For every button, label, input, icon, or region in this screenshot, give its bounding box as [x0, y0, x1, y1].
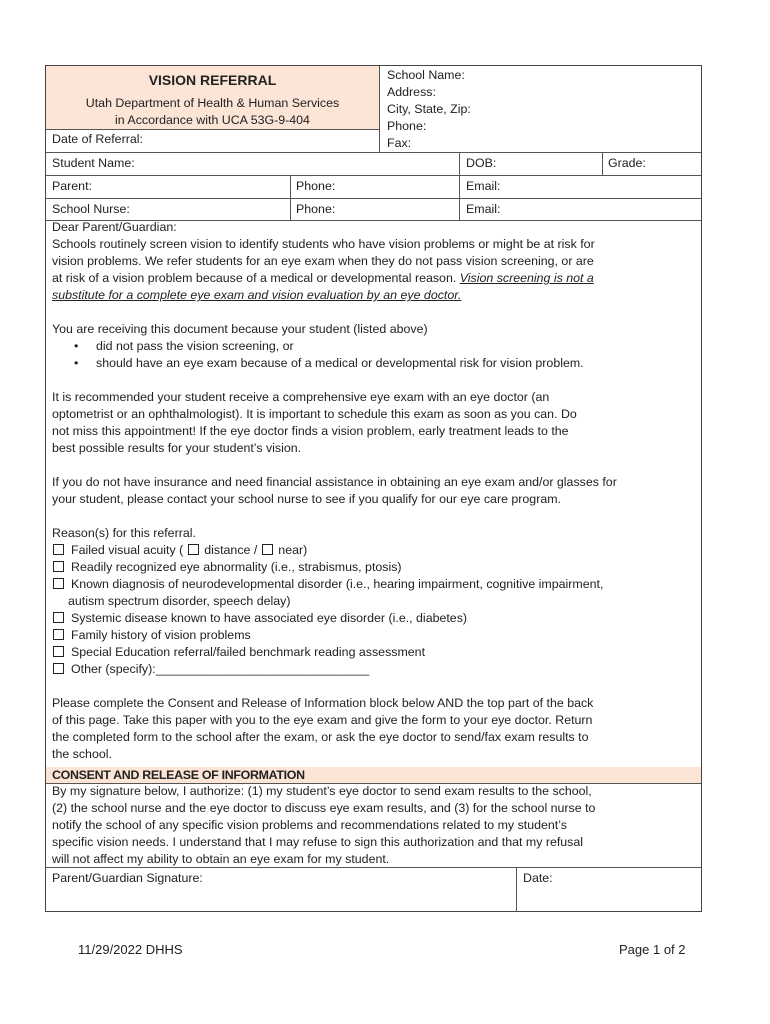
bullet-icon: • [74, 339, 79, 353]
instructions-text: of this page. Take this paper with you to the eye exam and give the form to your eye doctor. Return [52, 713, 593, 727]
reason-label: autism spectrum disorder, speech delay) [68, 594, 291, 608]
bullet-icon: • [74, 356, 79, 370]
reason-label: distance / [204, 543, 258, 557]
parent-phone-field[interactable]: Phone: [296, 179, 336, 193]
reason-label: Known diagnosis of neurodevelopmental disorder (i.e., hearing impairment, cognitive impairment, [71, 577, 604, 591]
checkbox[interactable] [53, 544, 64, 555]
emphasis-text: Vision screening is not a [459, 271, 594, 285]
instructions-text: the completed form to the school after the exam, or ask the eye doctor to send/fax exam results to [52, 730, 589, 744]
checkbox[interactable] [53, 646, 64, 657]
reason-label: Failed visual acuity ( [71, 543, 184, 557]
instructions-text: the school. [52, 747, 112, 761]
student-name-field[interactable]: Student Name: [52, 156, 135, 170]
page-number: Page 1 of 2 [619, 942, 686, 957]
parent-field[interactable]: Parent: [52, 179, 92, 193]
letter-text: optometrist or an ophthalmologist). It is important to schedule this exam as soon as you can. Do [52, 407, 577, 421]
instructions-text: Please complete the Consent and Release of Information block below AND the top part of the back [52, 696, 594, 710]
letter-text: at risk of a vision problem because of a medical or developmental reason. [52, 271, 460, 285]
reasons-heading: Reason(s) for this referral. [52, 526, 196, 540]
checkbox[interactable] [53, 663, 64, 674]
nurse-email-field[interactable]: Email: [466, 202, 501, 216]
statute-reference: in Accordance with UCA 53G-9-404 [115, 113, 310, 127]
checkbox[interactable] [53, 578, 64, 589]
list-item: did not pass the vision screening, or [96, 339, 294, 353]
letter-body [52, 219, 692, 763]
checkbox[interactable] [53, 612, 64, 623]
reason-label: Readily recognized eye abnormality (i.e., strabismus, ptosis) [71, 560, 402, 574]
greeting: Dear Parent/Guardian: [52, 220, 177, 234]
footer-date: 11/29/2022 DHHS [78, 942, 183, 957]
distance-checkbox[interactable] [188, 544, 199, 555]
letter-text: It is recommended your student receive a comprehensive eye exam with an eye doctor (an [52, 390, 550, 404]
school-info [387, 67, 471, 152]
dob-field[interactable]: DOB: [466, 156, 497, 170]
guardian-signature-field[interactable]: Parent/Guardian Signature: [52, 871, 203, 885]
school-fax-field[interactable]: Fax: [387, 136, 412, 150]
checkbox[interactable] [53, 629, 64, 640]
department-name: Utah Department of Health & Human Services [85, 96, 340, 110]
signature-date-field[interactable]: Date: [523, 871, 553, 885]
consent-heading-text: CONSENT AND RELEASE OF INFORMATION [52, 768, 305, 782]
school-name-field[interactable]: School Name: [387, 68, 465, 82]
consent-text: will not affect my ability to obtain an eye exam for my student. [52, 852, 390, 866]
date-of-referral-field[interactable]: Date of Referral: [52, 132, 143, 146]
letter-text: your student, please contact your school nurse to see if you qualify for our eye care program. [52, 492, 561, 506]
nurse-phone-field[interactable]: Phone: [296, 202, 336, 216]
letter-text: If you do not have insurance and need financial assistance in obtaining an eye exam and/or glasses for [52, 475, 617, 489]
letter-text: best possible results for your student’s vision. [52, 441, 302, 455]
vision-referral-form [45, 65, 702, 912]
consent-heading [46, 767, 701, 783]
reason-label: near) [278, 543, 308, 557]
city-state-zip-field[interactable]: City, State, Zip: [387, 102, 471, 116]
consent-text: By my signature below, I authorize: (1) my student’s eye doctor to send exam results to the school, [52, 784, 592, 798]
near-checkbox[interactable] [262, 544, 273, 555]
consent-text: (2) the school nurse and the eye doctor to discuss eye exam results, and (3) for the school nurse to [52, 801, 596, 815]
form-title: VISION REFERRAL [148, 72, 277, 88]
letter-text: Schools routinely screen vision to identify students who have vision problems or might be at risk for [52, 237, 595, 251]
consent-text: specific vision needs. I understand that I may refuse to sign this authorization and that my refusal [52, 835, 584, 849]
letter-text: vision problems. We refer students for an eye exam when they do not pass vision screening, or are [52, 254, 594, 268]
consent-body [52, 783, 692, 868]
checkbox[interactable] [53, 561, 64, 572]
school-phone-field[interactable]: Phone: [387, 119, 427, 133]
consent-text: notify the school of any specific vision problems and recommendations related to my student’s [52, 818, 567, 832]
letter-text: You are receiving this document because your student (listed above) [52, 322, 428, 336]
reason-label: Systemic disease known to have associated eye disorder (i.e., diabetes) [71, 611, 468, 625]
address-field[interactable]: Address: [387, 85, 436, 99]
parent-email-field[interactable]: Email: [466, 179, 501, 193]
letter-text: not miss this appointment! If the eye doctor finds a vision problem, early treatment leads to the [52, 424, 569, 438]
school-nurse-field[interactable]: School Nurse: [52, 202, 130, 216]
reason-label: Family history of vision problems [71, 628, 251, 642]
list-item: should have an eye exam because of a medical or developmental risk for vision problem. [96, 356, 584, 370]
grade-field[interactable]: Grade: [608, 156, 646, 170]
reason-label: Special Education referral/failed benchmark reading assessment [71, 645, 426, 659]
emphasis-text: substitute for a complete eye exam and vision evaluation by an eye doctor. [52, 288, 462, 302]
other-specify-field[interactable]: Other (specify):_______________________________ [71, 662, 370, 676]
